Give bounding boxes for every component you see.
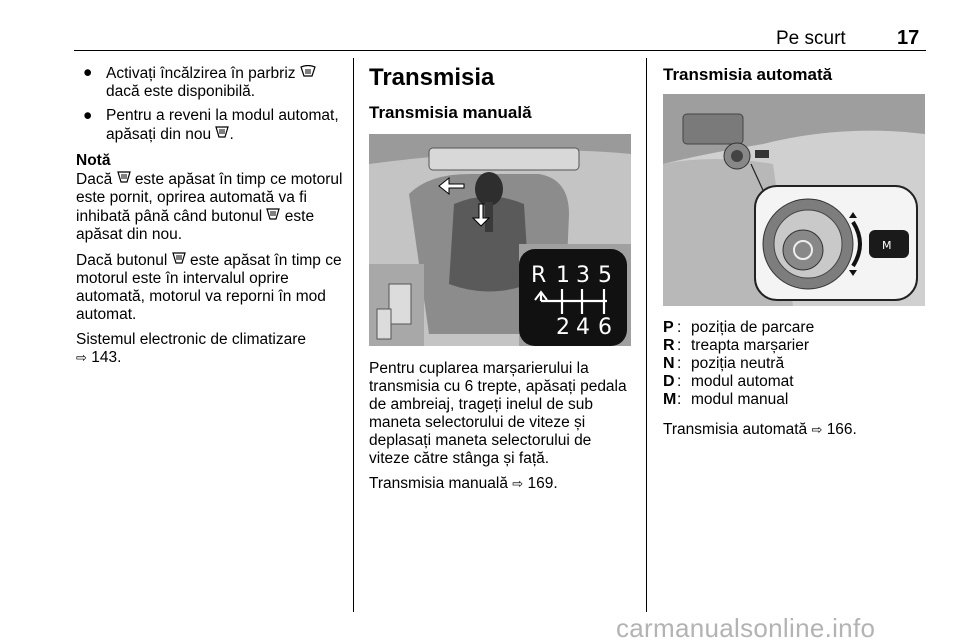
subsection-heading: Transmisia manuală (369, 103, 532, 122)
legend-colon: : (677, 391, 682, 408)
gear-label: 5 (598, 263, 612, 288)
manual-transmission-reference (369, 475, 633, 493)
reference-page[interactable]: 169. (527, 475, 558, 492)
reference-page[interactable]: 143. (91, 349, 122, 366)
note-title: Notă (76, 152, 111, 169)
gear-label: 3 (576, 263, 590, 288)
legend-text: modul automat (691, 373, 794, 390)
bullet-text: Activați încălzirea în parbriz (106, 65, 296, 82)
watermark: carmanualsonline.info (616, 613, 876, 643)
legend-row (663, 319, 925, 337)
reference-text: Transmisia automată (663, 421, 808, 438)
stop-start-icon (266, 207, 280, 225)
legend-row (663, 355, 925, 373)
legend-row (663, 337, 925, 355)
section-heading: Transmisia automată (663, 65, 833, 84)
legend-key: R (663, 337, 675, 354)
legend-text: poziția de parcare (691, 319, 815, 336)
legend-colon: : (677, 319, 682, 336)
gear-legend (663, 319, 925, 409)
automatic-gear-selector-illustration (663, 94, 925, 306)
note-text: este apăsat în timp ce motorul este în intervalul oprire automată, motorul va reporni în mod automat. (76, 252, 342, 323)
legend-text: treapta marșarier (691, 337, 810, 354)
legend-text: modul manual (691, 391, 789, 408)
legend-key: P (663, 319, 674, 336)
climate-reference (76, 331, 344, 367)
gear-label-reverse: R (531, 263, 547, 288)
reference-text: Transmisia manuală (369, 475, 508, 492)
body-paragraph: Pentru cuplarea marșarierului la transmisia cu 6 trepte, apăsați pedala de ambreiaj, trageți inelul de sub maneta selectorului de viteze și deplasați maneta selectorului de viteze către stânga și față. (369, 360, 627, 467)
cross-reference-arrow-icon: ⇨ (512, 476, 524, 491)
manual-mode-button-label: M (882, 239, 892, 252)
stop-start-icon (215, 125, 229, 143)
legend-key: N (663, 355, 675, 372)
note-text: Dacă (76, 171, 113, 188)
gear-label: 1 (556, 263, 570, 288)
column-right (663, 64, 925, 439)
column-left (76, 64, 344, 374)
legend-colon: : (677, 373, 682, 390)
cross-reference-arrow-icon: ⇨ (811, 422, 823, 437)
note-paragraph (76, 170, 344, 244)
bullet-text: dacă este disponibilă. (106, 83, 256, 100)
gear-label: 2 (556, 315, 570, 340)
header-divider (74, 50, 926, 51)
legend-key: M (663, 391, 677, 408)
bullet-dot: ● (83, 107, 93, 124)
bullet-text: Pentru a reveni la modul automat, apăsați din nou (106, 107, 339, 143)
legend-row (663, 373, 925, 391)
bullet-item (76, 107, 344, 144)
gear-label: 4 (576, 315, 590, 340)
gear-selector-drawing (663, 94, 925, 306)
reference-text: Sistemul electronic de climatizare (76, 331, 307, 348)
bullet-text: . (229, 126, 234, 143)
legend-colon: : (677, 355, 682, 372)
note-text: Dacă butonul (76, 252, 168, 269)
note-text: este apăsat în timp ce motorul este pornit, oprirea automată va fi inhibată până când butonul (76, 171, 343, 225)
legend-colon: : (677, 337, 682, 354)
page-number: 17 (897, 27, 920, 49)
note-paragraph (76, 251, 344, 324)
windscreen-heating-icon (300, 64, 316, 82)
bullet-item (76, 64, 344, 101)
stop-start-icon (172, 251, 186, 269)
legend-text: poziția neutră (691, 355, 785, 372)
legend-key: D (663, 373, 675, 390)
automatic-transmission-reference (663, 421, 925, 439)
legend-row (663, 391, 925, 409)
column-divider (353, 58, 354, 612)
manual-gearbox-illustration (369, 134, 631, 346)
section-heading: Transmisia (369, 64, 495, 91)
cross-reference-arrow-icon: ⇨ (76, 350, 87, 365)
page-header-title: Pe scurt (776, 28, 846, 49)
gear-label: 6 (598, 315, 612, 340)
bullet-dot: ● (83, 64, 93, 81)
reference-page[interactable]: 166. (826, 421, 857, 438)
stop-start-icon (117, 170, 131, 188)
note-text: este apăsat din nou. (76, 208, 315, 243)
column-divider (646, 58, 647, 612)
gearbox-drawing (369, 134, 631, 346)
column-middle (369, 64, 633, 500)
